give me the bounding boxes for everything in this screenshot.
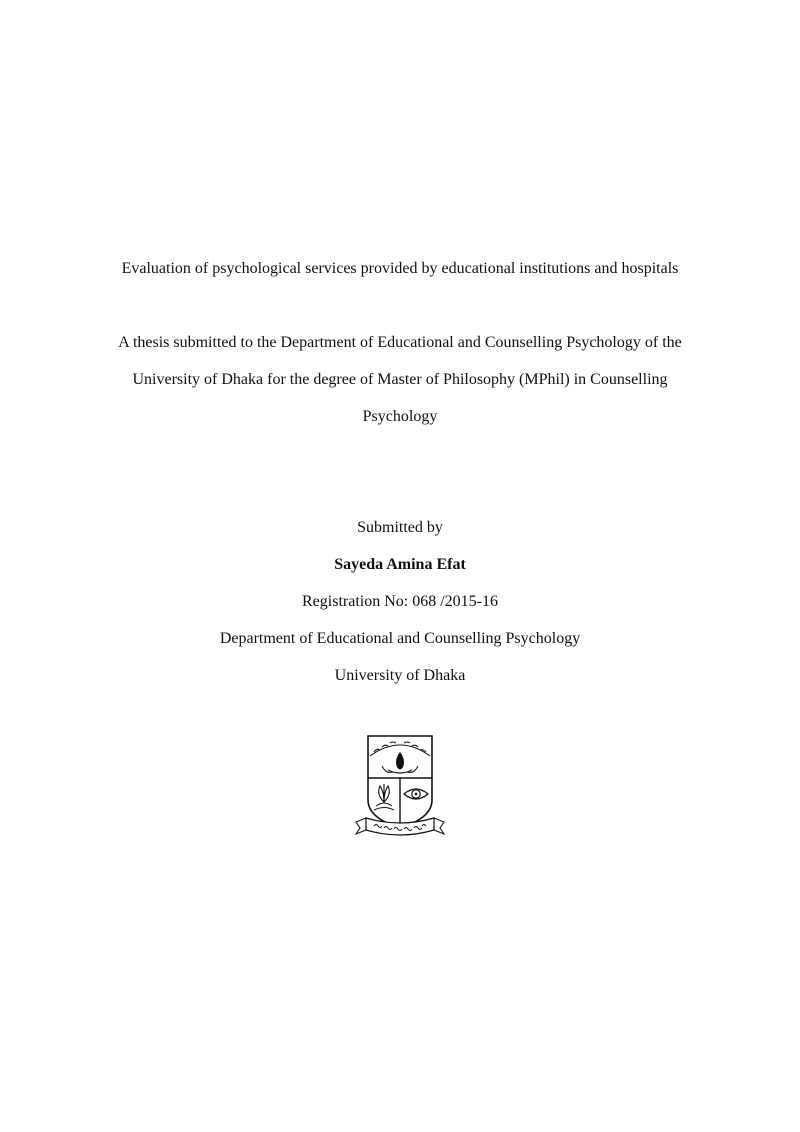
thesis-statement-line-1: A thesis submitted to the Department of Educational and Counselling Psychology of the <box>118 334 682 351</box>
thesis-statement-line-3: Psychology <box>362 408 438 425</box>
submitted-by-label: Submitted by <box>357 519 443 536</box>
registration-number: Registration No: 068 /2015-16 <box>302 593 498 610</box>
thesis-title: Evaluation of psychological services provided by educational institutions and hospitals <box>121 260 679 277</box>
thesis-statement-line-2: University of Dhaka for the degree of Master of Philosophy (MPhil) in Counselling <box>132 371 668 388</box>
author-name: Sayeda Amina Efat <box>334 556 466 573</box>
department-name: Department of Educational and Counselling Psychology <box>219 630 581 647</box>
university-of-dhaka-seal-icon <box>352 730 448 838</box>
university-name: University of Dhaka <box>334 667 466 684</box>
